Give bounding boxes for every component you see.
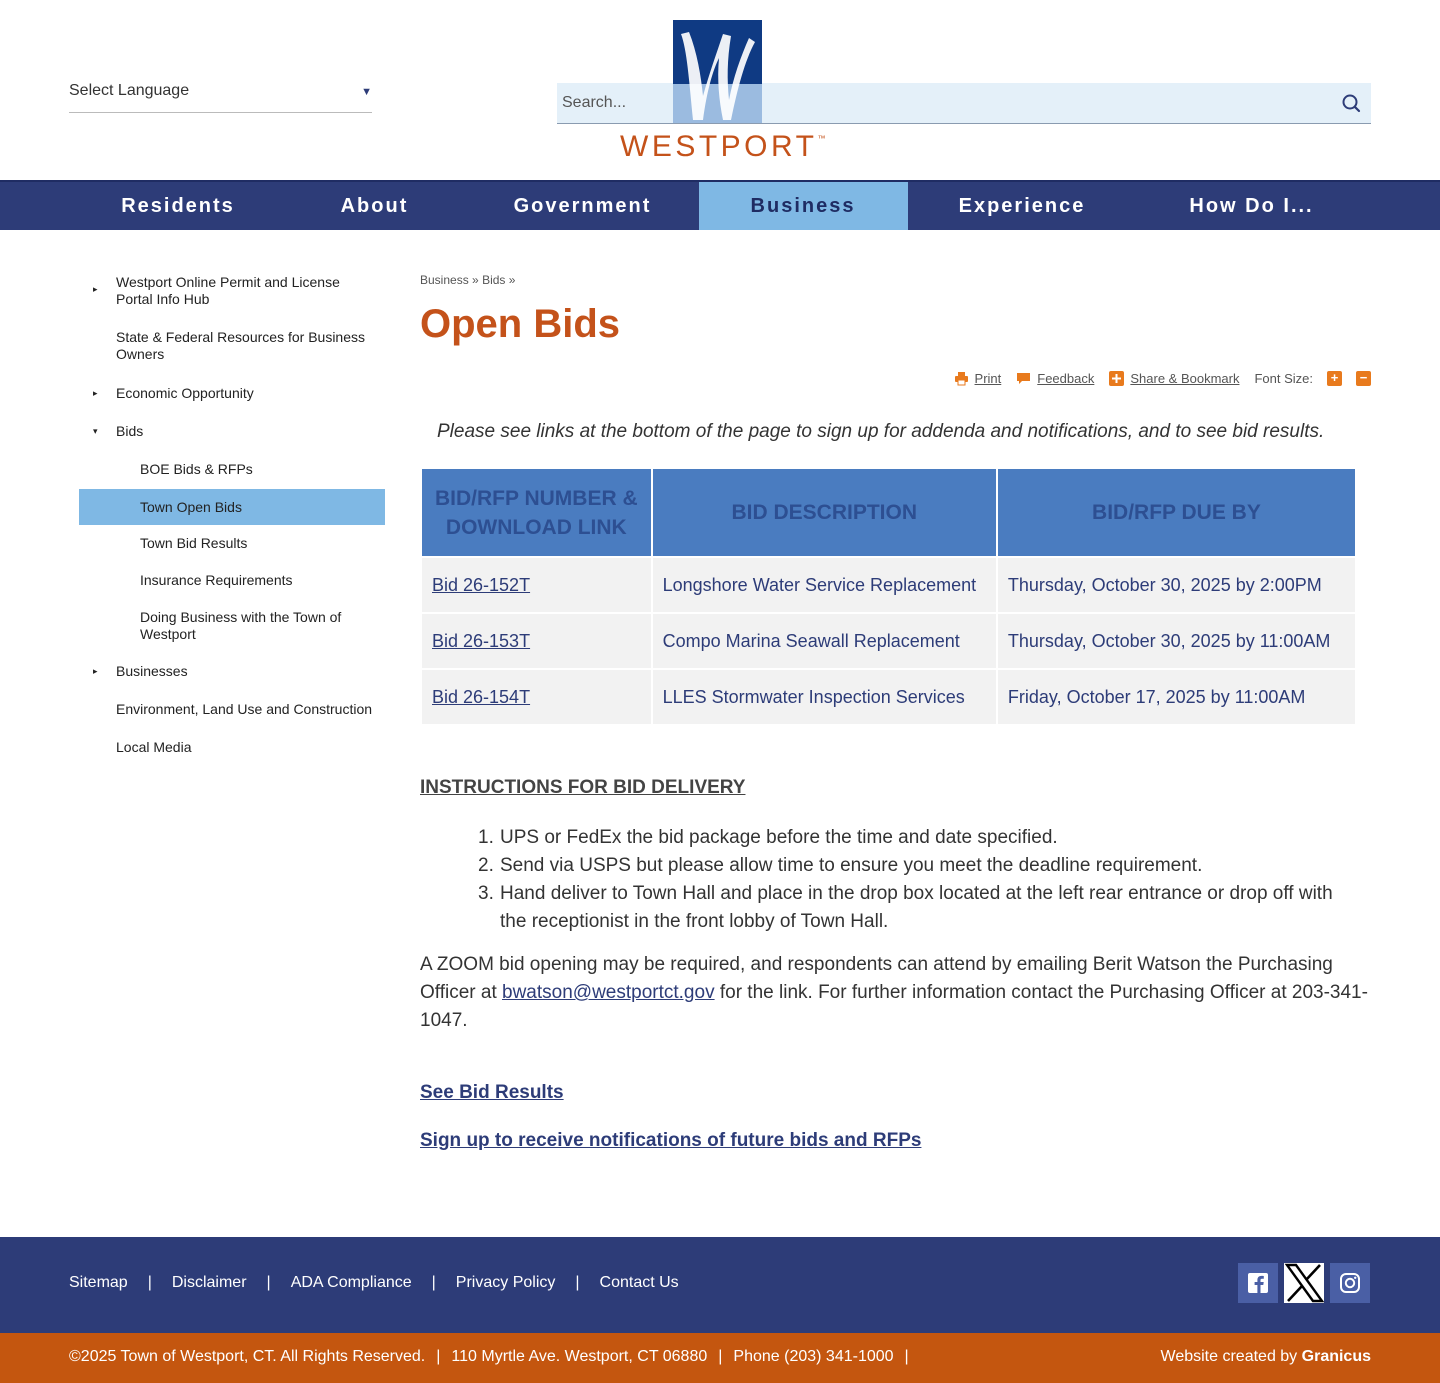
sidebar-item-economic-opportunity[interactable]: [79, 375, 385, 413]
phone-text: Phone (203) 341-1000: [733, 1348, 894, 1365]
bids-table: [420, 467, 1357, 726]
footer-links: [69, 1274, 679, 1292]
sidebar-item-doing-business[interactable]: [79, 599, 385, 653]
table-row: [422, 670, 1355, 724]
copyright-separator: |: [436, 1348, 441, 1365]
bid-due-cell: Thursday, October 30, 2025 by 11:00AM: [998, 614, 1355, 668]
sidebar-item-label: Economic Opportunity: [116, 385, 254, 401]
logo-trademark: ™: [817, 134, 826, 143]
signup-notifications-link[interactable]: Sign up to receive notifications of future bids and RFPs: [420, 1130, 922, 1151]
logo-wordmark: WESTPORT: [620, 130, 818, 163]
sidebar-item-state-federal[interactable]: [79, 320, 385, 375]
share-icon: [1109, 371, 1124, 386]
instruction-text: UPS or FedEx the bid package before the time and date specified.: [500, 827, 1058, 848]
share-tool[interactable]: [1109, 371, 1239, 386]
footer-separator: |: [431, 1274, 436, 1291]
vendor-credit: [1161, 1348, 1371, 1366]
breadcrumb: [420, 273, 515, 287]
feedback-icon: [1016, 371, 1031, 386]
expand-arrow-icon[interactable]: ▸: [93, 666, 98, 676]
font-increase-button[interactable]: +: [1327, 371, 1342, 386]
column-header-due: BID/RFP DUE BY: [998, 469, 1355, 556]
copyright-bar: [0, 1333, 1440, 1383]
bid-due-cell: Thursday, October 30, 2025 by 2:00PM: [998, 558, 1355, 612]
footer-link-sitemap[interactable]: Sitemap: [69, 1274, 128, 1291]
dropdown-arrow-icon: ▼: [361, 86, 372, 98]
breadcrumb-separator: »: [472, 273, 479, 287]
table-row: [422, 614, 1355, 668]
copyright-separator: |: [904, 1348, 909, 1365]
sidebar-item-insurance[interactable]: [79, 562, 385, 599]
instruction-text: Hand deliver to Town Hall and place in the drop box located at the left rear entrance or drop off with the receptionist in the front lobby of Town Hall.: [500, 883, 1333, 932]
sidebar-item-label: Bids: [116, 423, 144, 439]
sidebar-item-boe-bids[interactable]: [79, 451, 385, 489]
site-footer: [0, 1237, 1440, 1333]
expand-arrow-icon[interactable]: ▸: [93, 388, 98, 398]
copyright-info: [69, 1348, 920, 1366]
see-bid-results-link[interactable]: See Bid Results: [420, 1082, 564, 1103]
sidebar-item-label: Businesses: [116, 663, 188, 679]
page-title: Open Bids: [420, 302, 621, 346]
email-link[interactable]: bwatson@westportct.gov: [502, 982, 715, 1003]
breadcrumb-business[interactable]: Business: [420, 273, 469, 287]
feedback-link[interactable]: Feedback: [1037, 370, 1095, 386]
bid-link[interactable]: Bid 26-153T: [432, 630, 531, 651]
column-header-bid: BID/RFP NUMBER & DOWNLOAD LINK: [422, 469, 651, 556]
sidebar-item-label: Local Media: [116, 739, 192, 755]
bid-description-cell: Longshore Water Service Replacement: [653, 558, 996, 612]
vendor-link[interactable]: Granicus: [1301, 1348, 1371, 1365]
collapse-arrow-icon[interactable]: ▾: [93, 426, 98, 436]
bid-due-cell: Friday, October 17, 2025 by 11:00AM: [998, 670, 1355, 724]
copyright-text: ©2025 Town of Westport, CT. All Rights Reserved.: [69, 1348, 426, 1365]
share-link[interactable]: Share & Bookmark: [1130, 370, 1240, 386]
sidebar-item-town-bid-results[interactable]: [79, 525, 385, 562]
nav-residents[interactable]: Residents: [121, 195, 235, 217]
zoom-text: A ZOOM bid opening may be required, and respondents can attend by emailing Berit Watson the Purchasing Officer at: [420, 954, 1333, 1003]
sidebar-item-label: Town Bid Results: [140, 535, 248, 551]
bid-link[interactable]: Bid 26-152T: [432, 574, 531, 595]
bid-number-cell: [422, 614, 651, 668]
footer-link-contact[interactable]: Contact Us: [599, 1274, 679, 1291]
table-header-row: [422, 469, 1355, 556]
font-decrease-button[interactable]: −: [1356, 371, 1371, 386]
sidebar-item-permit-portal[interactable]: [79, 270, 385, 320]
breadcrumb-bids[interactable]: Bids: [482, 273, 506, 287]
zoom-text: for the link. For further information contact the Purchasing Officer at 203-341-1047.: [420, 982, 1368, 1031]
instructions-list: [478, 824, 1360, 936]
sidebar-item-town-open-bids[interactable]: [79, 489, 385, 525]
instructions-heading: INSTRUCTIONS FOR BID DELIVERY: [420, 777, 746, 798]
sidebar-item-label: BOE Bids & RFPs: [140, 461, 253, 477]
footer-separator: |: [266, 1274, 271, 1291]
print-icon: [954, 371, 969, 386]
sidebar-item-label: Insurance Requirements: [140, 572, 293, 588]
instruction-text: Send via USPS but please allow time to ensure you meet the deadline requirement.: [500, 855, 1203, 876]
facebook-icon[interactable]: [1238, 1263, 1278, 1303]
table-row: [422, 558, 1355, 612]
search-icon[interactable]: [1339, 91, 1363, 115]
bid-number-cell: [422, 670, 651, 724]
footer-link-ada[interactable]: ADA Compliance: [290, 1274, 412, 1291]
main-nav: [0, 180, 1440, 230]
nav-experience[interactable]: Experience: [958, 195, 1086, 217]
bid-description-cell: Compo Marina Seawall Replacement: [653, 614, 996, 668]
nav-business[interactable]: Business: [699, 182, 908, 230]
bid-link[interactable]: Bid 26-154T: [432, 686, 531, 707]
westport-logo[interactable]: [620, 20, 826, 165]
sidebar-item-bids[interactable]: [79, 413, 385, 451]
feedback-tool[interactable]: [1016, 371, 1094, 386]
site-header: [0, 0, 1440, 180]
address-text: 110 Myrtle Ave. Westport, CT 06880: [451, 1348, 708, 1365]
x-twitter-icon[interactable]: [1284, 1263, 1324, 1303]
sidebar-item-label: Environment, Land Use and Construction: [116, 701, 373, 717]
nav-how-do-i[interactable]: How Do I...: [1189, 195, 1314, 217]
column-header-description: BID DESCRIPTION: [653, 469, 996, 556]
nav-government[interactable]: Government: [513, 195, 652, 217]
footer-separator: |: [575, 1274, 580, 1291]
sidebar-item-local-media[interactable]: [79, 729, 385, 767]
language-select-label: Select Language: [69, 82, 190, 99]
created-by-text: Website created by: [1160, 1348, 1298, 1365]
intro-text: Please see links at the bottom of the page to sign up for addenda and notifications, and to see bid results.: [437, 421, 1325, 442]
sidebar-item-businesses[interactable]: [79, 653, 385, 691]
copyright-separator: |: [718, 1348, 723, 1365]
print-tool[interactable]: [954, 371, 1002, 386]
breadcrumb-separator: »: [508, 273, 516, 287]
list-item: 3. Hand deliver to Town Hall and place in the drop box located at the left rear entrance or drop off with the receptionist in the front lobby of Town Hall.: [478, 883, 1333, 932]
footer-link-privacy[interactable]: Privacy Policy: [455, 1274, 556, 1291]
sidebar-item-label: State & Federal Resources for Business Owners: [116, 329, 366, 362]
list-item: 1. UPS or FedEx the bid package before the time and date specified.: [478, 827, 1058, 848]
bid-number-cell: [422, 558, 651, 612]
footer-link-disclaimer[interactable]: Disclaimer: [171, 1274, 247, 1291]
list-item: 2. Send via USPS but please allow time to ensure you meet the deadline requirement.: [478, 855, 1203, 876]
page-tools: [939, 368, 1371, 388]
sidebar-item-label: Westport Online Permit and License Portal Info Hub: [116, 274, 340, 307]
logo-text: [620, 130, 826, 164]
instagram-icon[interactable]: [1330, 1263, 1370, 1303]
sidebar-nav: [79, 270, 385, 767]
sidebar-item-label: Doing Business with the Town of Westport: [140, 609, 342, 642]
bid-description-cell: LLES Stormwater Inspection Services: [653, 670, 996, 724]
sidebar-item-environment[interactable]: [79, 691, 385, 729]
print-link[interactable]: Print: [974, 370, 1002, 386]
font-size-label: Font Size:: [1254, 370, 1313, 386]
language-select[interactable]: [69, 80, 372, 113]
nav-about[interactable]: About: [340, 195, 409, 217]
sidebar-item-label: Town Open Bids: [140, 499, 242, 515]
zoom-paragraph: [420, 951, 1371, 1035]
logo-mark-icon: [673, 20, 762, 123]
expand-arrow-icon[interactable]: ▸: [93, 284, 98, 294]
footer-separator: |: [147, 1274, 152, 1291]
